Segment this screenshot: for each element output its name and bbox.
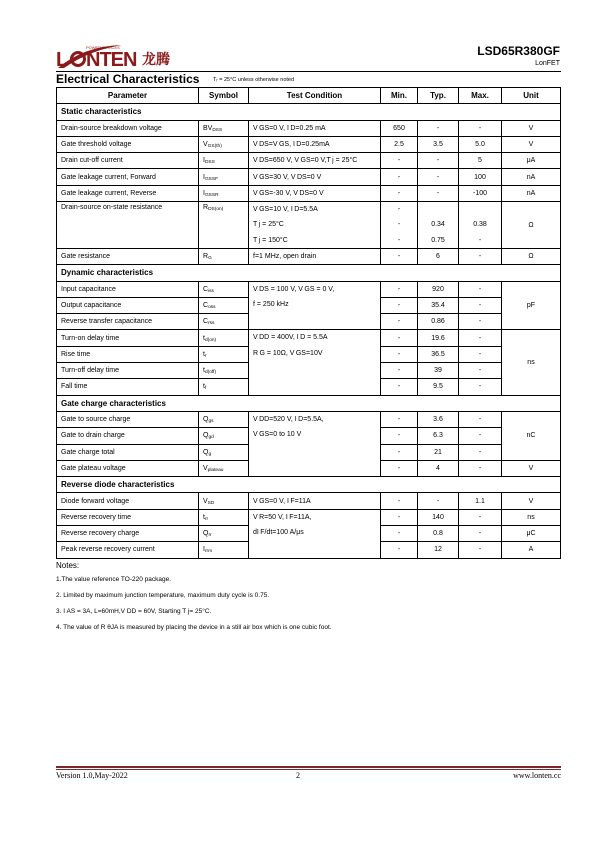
param-cell: Rise time — [57, 346, 199, 362]
footer-page-number: 2 — [296, 771, 300, 780]
param-cell: Drain cut-off current — [57, 153, 199, 169]
param-cell: Gate to source charge — [57, 411, 199, 427]
min-cell: - — [381, 330, 418, 346]
max-cell: 1.1 — [459, 493, 502, 509]
max-cell: 5.0 — [459, 136, 502, 152]
max-cell: - — [459, 363, 502, 379]
typ-cell: 0.8 — [418, 526, 459, 542]
footer-rule-thin — [56, 769, 561, 770]
unit-cell: nC — [502, 411, 561, 460]
table-row — [57, 153, 561, 169]
typ-cell: - — [418, 185, 459, 201]
max-cell: - — [459, 248, 502, 264]
min-cell: - — [381, 363, 418, 379]
condition-cell: V R=50 V, I F=11A, dI F/dt=100 A/μs — [249, 509, 381, 558]
symbol-cell: $I_{GSSR}$ — [199, 185, 249, 201]
table-row — [57, 185, 561, 201]
param-cell: Output capacitance — [57, 297, 199, 313]
max-cell: - — [459, 379, 502, 395]
max-cell: - — [459, 411, 502, 427]
max-cell: - — [459, 526, 502, 542]
symbol-cell: $BV_{DSS}$ — [199, 120, 249, 136]
unit-cell: V — [502, 493, 561, 509]
condition-cell: V GS=-30 V, V DS=0 V — [249, 185, 381, 201]
col-header: Test Condition — [249, 88, 381, 104]
max-cell: 0.38 - — [459, 202, 502, 249]
section-title: Electrical Characteristics — [56, 72, 200, 86]
table-row — [57, 493, 561, 509]
footer-version: Version 1.0,May-2022 — [56, 771, 128, 780]
unit-cell: nA — [502, 169, 561, 185]
product-family: LonFET — [535, 60, 560, 67]
table-header-row — [57, 88, 561, 104]
min-cell: - — [381, 493, 418, 509]
typ-cell: 4 — [418, 460, 459, 476]
min-cell: - — [381, 509, 418, 525]
param-cell: Gate charge total — [57, 444, 199, 460]
min-cell: - — [381, 346, 418, 362]
param-cell: Fall time — [57, 379, 199, 395]
svg-text:NTEN: NTEN — [86, 49, 137, 70]
param-cell: Drain-source on-state resistance — [57, 202, 199, 249]
footer-website[interactable]: www.lonten.cc — [513, 771, 561, 780]
unit-cell: Ω — [502, 248, 561, 264]
min-cell: - - - — [381, 202, 418, 249]
note-4: 4. The value of R θJA is measured by placing the device in a still air box which is one cubic foot. — [56, 624, 332, 631]
condition-cell: V DD = 400V, I D = 5.5A R G = 10Ω, V GS=10V — [249, 330, 381, 395]
param-cell: Turn-on delay time — [57, 330, 199, 346]
note-2: 2. Limited by maximum junction temperature, maximum duty cycle is 0.75. — [56, 592, 270, 599]
param-cell: Gate to drain charge — [57, 428, 199, 444]
col-header: Typ. — [418, 88, 459, 104]
typ-cell: - — [418, 169, 459, 185]
max-cell: 5 — [459, 153, 502, 169]
param-cell: Turn-off delay time — [57, 363, 199, 379]
table-row — [57, 136, 561, 152]
param-cell: Gate threshold voltage — [57, 136, 199, 152]
page-header — [56, 40, 561, 70]
typ-cell: 19.6 — [418, 330, 459, 346]
symbol-cell: $t_{rr}$ — [199, 509, 249, 525]
typ-cell: 3.6 — [418, 411, 459, 427]
table-row — [57, 281, 561, 297]
group-heading: Dynamic characteristics — [57, 265, 561, 281]
unit-cell: V — [502, 136, 561, 152]
max-cell: - — [459, 297, 502, 313]
typ-cell: 3.5 — [418, 136, 459, 152]
param-cell: Reverse recovery time — [57, 509, 199, 525]
svg-text:L: L — [56, 49, 68, 70]
notes-heading: Notes: — [56, 561, 80, 570]
min-cell: - — [381, 428, 418, 444]
typ-cell: 0.86 — [418, 314, 459, 330]
typ-cell: 36.5 — [418, 346, 459, 362]
group-heading: Reverse diode characteristics — [57, 477, 561, 493]
max-cell: - — [459, 542, 502, 558]
symbol-cell: $C_{rss}$ — [199, 314, 249, 330]
condition-cell: V DD=520 V, I D=5.5A, V GS=0 to 10 V — [249, 411, 381, 476]
footer-rule — [56, 766, 561, 768]
symbol-cell: $t_{d(on)}$ — [199, 330, 249, 346]
max-cell: -100 — [459, 185, 502, 201]
section-condition-note: Tᵣ = 25°C unless otherwise noted — [213, 77, 295, 83]
condition-cell: V GS=10 V, I D=5.5A T j = 25°C T j = 150°C — [249, 202, 381, 249]
symbol-cell: $Q_g$ — [199, 444, 249, 460]
col-header: Unit — [502, 88, 561, 104]
typ-cell: 35.4 — [418, 297, 459, 313]
unit-cell: μC — [502, 526, 561, 542]
min-cell: - — [381, 153, 418, 169]
param-cell: Gate leakage current, Forward — [57, 169, 199, 185]
unit-cell: nA — [502, 185, 561, 201]
table-row — [57, 509, 561, 525]
param-cell: Diode forward voltage — [57, 493, 199, 509]
unit-cell: μA — [502, 153, 561, 169]
symbol-cell: $C_{iss}$ — [199, 281, 249, 297]
typ-cell: 9.5 — [418, 379, 459, 395]
condition-cell: V GS=30 V, V DS=0 V — [249, 169, 381, 185]
symbol-cell: $Q_{gd}$ — [199, 428, 249, 444]
table-row — [57, 202, 561, 249]
note-3: 3. I AS = 3A, L=60mH,V DD = 60V, Starting T j= 25°C. — [56, 608, 212, 615]
note-1: 1.The value reference TO-220 package. — [56, 576, 172, 583]
svg-text:龙腾: 龙腾 — [142, 52, 170, 68]
symbol-cell: $t_f$ — [199, 379, 249, 395]
unit-cell: Ω — [502, 202, 561, 249]
param-cell: Gate resistance — [57, 248, 199, 264]
max-cell: 100 — [459, 169, 502, 185]
condition-cell: V DS=650 V, V GS=0 V,T j = 25°C — [249, 153, 381, 169]
symbol-cell: $I_{DSS}$ — [199, 153, 249, 169]
min-cell: - — [381, 248, 418, 264]
min-cell: - — [381, 379, 418, 395]
typ-cell: 6 — [418, 248, 459, 264]
param-cell: Drain-source breakdown voltage — [57, 120, 199, 136]
part-number: LSD65R380GF — [477, 44, 560, 58]
col-header: Min. — [381, 88, 418, 104]
param-cell: Gate plateau voltage — [57, 460, 199, 476]
typ-cell: 140 — [418, 509, 459, 525]
typ-cell: - — [418, 120, 459, 136]
param-cell: Peak reverse recovery current — [57, 542, 199, 558]
unit-cell: V — [502, 120, 561, 136]
max-cell: - — [459, 428, 502, 444]
min-cell: 650 — [381, 120, 418, 136]
param-cell: Gate leakage current, Reverse — [57, 185, 199, 201]
min-cell: - — [381, 185, 418, 201]
max-cell: - — [459, 346, 502, 362]
table-row — [57, 120, 561, 136]
symbol-cell: $C_{oss}$ — [199, 297, 249, 313]
max-cell: - — [459, 460, 502, 476]
min-cell: - — [381, 281, 418, 297]
min-cell: - — [381, 297, 418, 313]
symbol-cell: $Q_{rr}$ — [199, 526, 249, 542]
min-cell: - — [381, 526, 418, 542]
min-cell: - — [381, 169, 418, 185]
unit-cell: A — [502, 542, 561, 558]
group-heading: Gate charge characteristics — [57, 395, 561, 411]
symbol-cell: $V_{SD}$ — [199, 493, 249, 509]
lonten-logo — [56, 40, 216, 70]
unit-cell: V — [502, 460, 561, 476]
svg-text:POWER DEVICES: POWER DEVICES — [86, 45, 120, 50]
typ-cell: 0.34 0.75 — [418, 202, 459, 249]
unit-cell: ns — [502, 330, 561, 395]
unit-cell: ns — [502, 509, 561, 525]
unit-cell: pF — [502, 281, 561, 330]
typ-cell: 39 — [418, 363, 459, 379]
typ-cell: - — [418, 493, 459, 509]
max-cell: - — [459, 314, 502, 330]
typ-cell: 920 — [418, 281, 459, 297]
condition-cell: V GS=0 V, I D=0.25 mA — [249, 120, 381, 136]
typ-cell: 6.3 — [418, 428, 459, 444]
col-header: Parameter — [57, 88, 199, 104]
col-header: Symbol — [199, 88, 249, 104]
electrical-characteristics-table — [56, 87, 561, 559]
symbol-cell: $I_{GSSF}$ — [199, 169, 249, 185]
symbol-cell: $R_{DS(on)}$ — [199, 202, 249, 249]
col-header: Max. — [459, 88, 502, 104]
max-cell: - — [459, 444, 502, 460]
symbol-cell: $I_{rrm}$ — [199, 542, 249, 558]
min-cell: - — [381, 444, 418, 460]
symbol-cell: $Q_{gs}$ — [199, 411, 249, 427]
max-cell: - — [459, 120, 502, 136]
condition-cell: V DS=V GS, I D=0.25mA — [249, 136, 381, 152]
max-cell: - — [459, 330, 502, 346]
symbol-cell: $t_r$ — [199, 346, 249, 362]
max-cell: - — [459, 509, 502, 525]
condition-cell: V GS=0 V, I F=11A — [249, 493, 381, 509]
min-cell: - — [381, 542, 418, 558]
symbol-cell: $R_G$ — [199, 248, 249, 264]
param-cell: Reverse recovery charge — [57, 526, 199, 542]
min-cell: 2.5 — [381, 136, 418, 152]
min-cell: - — [381, 460, 418, 476]
symbol-cell: $V_{GS(th)}$ — [199, 136, 249, 152]
param-cell: Input capacitance — [57, 281, 199, 297]
table-row — [57, 411, 561, 427]
symbol-cell: $t_{d(off)}$ — [199, 363, 249, 379]
symbol-cell: $V_{plateau}$ — [199, 460, 249, 476]
table-row — [57, 248, 561, 264]
max-cell: - — [459, 281, 502, 297]
typ-cell: 12 — [418, 542, 459, 558]
min-cell: - — [381, 314, 418, 330]
table-row — [57, 169, 561, 185]
typ-cell: - — [418, 153, 459, 169]
typ-cell: 21 — [418, 444, 459, 460]
group-heading: Static characteristics — [57, 104, 561, 120]
param-cell: Reverse transfer capacitance — [57, 314, 199, 330]
table-row — [57, 330, 561, 346]
min-cell: - — [381, 411, 418, 427]
condition-cell: V DS = 100 V, V GS = 0 V, f = 250 kHz — [249, 281, 381, 330]
condition-cell: f=1 MHz, open drain — [249, 248, 381, 264]
